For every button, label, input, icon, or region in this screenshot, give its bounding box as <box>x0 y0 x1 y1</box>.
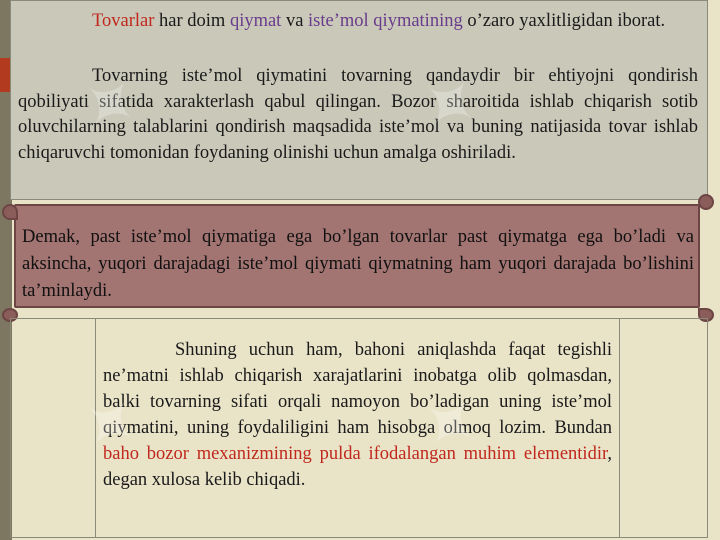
scroll-curl-icon <box>698 194 714 210</box>
paragraph-use-value <box>18 64 698 166</box>
banner-conclusion-text: Demak, past iste’mol qiymatiga ega bo’lgan tovarlar past qiymatga ega bo’ladi va aksincha, yuqori darajadagi iste’mol qiymati qiymatning ham yuqori darajada bo’lishini ta’minlaydi. <box>22 227 694 301</box>
watermark: ✦ <box>399 371 506 473</box>
term-qiymat: qiymat <box>229 11 282 31</box>
term-istemol-qiymati: iste’mol qiymatining <box>308 11 463 31</box>
paragraph-text: har doim <box>154 11 230 31</box>
table-divider <box>95 318 96 538</box>
term-tovarlar: Tovarlar <box>92 11 155 31</box>
watermark: ✦ <box>59 51 166 153</box>
table-divider <box>619 318 620 538</box>
paragraph-price-conclusion <box>103 337 612 493</box>
watermark: ✦ <box>59 371 166 473</box>
paragraph-text: va <box>281 11 309 31</box>
paragraph-definition <box>18 9 698 35</box>
scroll-curl-icon <box>2 204 18 220</box>
paragraph-text: Shuning uchun ham, bahoni aniqlashda faqat tegishli ne’matni ishlab chiqarish xarajatlarini inobatga olib qolmasdan, balki tovarning sifati orqali namoyon bo’ladigan uning iste’mol qiymatini, uning foydaliligini ham hisobga olmoq lozim. Bundan <box>103 340 612 438</box>
watermark: ✦ <box>399 51 506 153</box>
paragraph-text: o’zaro yaxlitligidan iborat. <box>462 11 666 31</box>
highlight-price-element: baho bozor mexanizmining pulda ifodalangan muhim elementidir <box>103 444 608 464</box>
paragraph-text: Tovarning iste’mol qiymatini tovarning qandaydir bir ehtiyojni qondirish qobiliyati sifatida xarakterlash qabul qilingan. Bozor sharoitida ishlab chiqarish sotib oluvchilarning talablarini qondirish maqsadida iste’mol va buning natijasida tovar ishlab chiqaruvchi tomonidan foydaning olinishi uchun amalga oshiriladi. <box>18 66 698 163</box>
paragraph-text: , degan xulosa kelib chiqadi. <box>103 444 612 490</box>
